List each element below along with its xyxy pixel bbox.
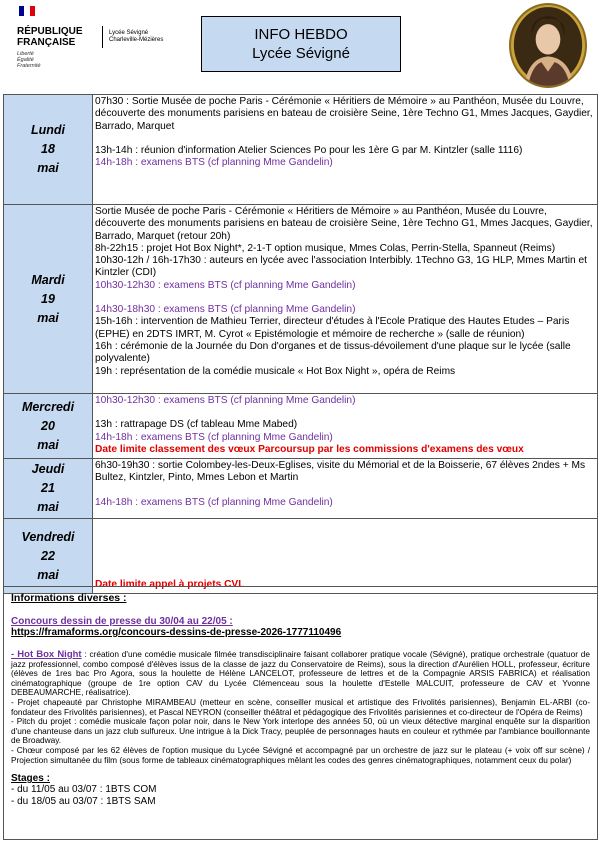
portrait-image [509,3,587,88]
lycee-line2: Charleville-Mézières [109,37,164,43]
event-line: 14h-18h : examens BTS (cf planning Mme Gandelin) [95,157,333,169]
republique-logo [17,6,187,86]
day-label [4,394,93,459]
day-month: mai [37,500,59,515]
day-name: Lundi [30,123,65,137]
motto-egalite: Égalité [17,57,34,63]
day-label [4,459,93,519]
day-num: 19 [41,291,55,306]
day-num: 18 [41,142,55,156]
schedule-table [3,94,598,594]
logo-divider [102,26,103,48]
day-events [93,459,598,519]
event-line: 6h30-19h30 : sortie Colombey-les-Deux-Eglises, visite du Mémorial et de la Boisserie, 67 élèves 2ndes + Ms Bultez, Kintzler, Pinto, Mmes Lebon et Martin [95,460,586,484]
day-events [93,205,598,394]
event-line: 10h30-12h / 16h-17h30 : auteurs en lycée avec l'association Interbibly. 1Techno G3, 1G HLP, Mmes Martin et Kintzler (CDI) [95,255,587,279]
event-line: Date limite appel à projets CVL [95,579,245,591]
event-line: 13h : rattrapage DS (cf tableau Mme Mabed) [95,419,298,431]
day-row-0 [4,95,598,205]
lycee-line1: Lycée Sévigné [109,30,149,36]
day-name: Vendredi [21,529,75,544]
event-line: Sortie Musée de poche Paris - Cérémonie « Héritiers de Mémoire » au Panthéon, Musée du Louvre, découverte des monuments parisiens en bateau de croisière Seine, 1ère Techno G1, Mmes Jacques, Gaydier, Barrado, Marquet (retour 20h) [95,206,593,242]
spacer [95,292,595,304]
day-name: Mercredi [21,399,75,414]
event-line: 14h-18h : examens BTS (cf planning Mme Gandelin) [95,496,333,508]
day-month: mai [37,437,59,452]
day-row-3 [4,459,598,519]
day-row-2 [4,394,598,459]
event-line: 13h-14h : réunion d'information Atelier Sciences Po pour les 1ère G par M. Kintzler (salle 1116) [95,144,523,156]
day-row-4 [4,519,598,594]
flag-icon [19,6,35,16]
hbn-line-1: - Projet chapeauté par Christophe MIRAMBEAU (metteur en scène, conseiller musical et artistique des Frivolités parisiennes), Benjamin EL-ARBI (co-fondateur des Frivolités parisiennes), et Pascal NEYRON (conseiller théâtral et pédagogique des Frivolités parisiennes et co-directeur de l'Opéra de Reims) [11,696,590,717]
info-heading: Informations diverses : [11,592,127,604]
hot-box-night-description [11,650,590,765]
day-month: mai [37,567,59,582]
event-line: 10h30-12h30 : examens BTS (cf planning Mme Gandelin) [95,395,356,406]
event-line: 07h30 : Sortie Musée de poche Paris - Cérémonie « Héritiers de Mémoire » au Panthéon, Musée du Louvre, découverte des monuments parisiens en bateau de croisière Seine, 1ère Techno G1, Mmes Jacques, Gaydier, Barrado, Marquet [95,96,593,132]
day-row-1 [4,205,598,394]
day-month: mai [37,161,59,175]
hbn-line-3: - Chœur composé par les 62 élèves de l'option musique du Lycée Sévigné et accompagné par un orchestre de jazz sur le plateau (+ voix off sur scène) / Projection simultanée du film (sous forme de tableaux cinématographiques mêlant les codes des genres cinématographiques, notamment ceux du polar) [11,744,590,765]
lycee-name [109,30,163,44]
event-line: 8h-22h15 : projet Hot Box Night*, 2-1-T option musique, Mmes Colas, Perrin-Stella, Spanneut (Reims) [95,242,556,254]
spacer [95,133,595,145]
portrait-icon [511,5,585,86]
event-line: 14h30-18h30 : examens BTS (cf planning Mme Gandelin) [95,304,356,316]
motto-fraternite: Fraternité [17,63,41,69]
day-events [93,95,598,205]
republique-francaise [17,26,83,48]
stages-title: Stages : [11,773,50,785]
day-name: Jeudi [31,462,65,477]
event-line: 10h30-12h30 : examens BTS (cf planning Mme Gandelin) [95,279,356,291]
day-label [4,95,93,205]
day-num: 20 [41,418,55,433]
day-label [4,519,93,594]
day-name: Mardi [31,272,65,287]
day-num: 22 [41,548,55,563]
day-label [4,205,93,394]
event-line: Date limite classement des vœux Parcoursup par les commissions d'examens des vœux [95,443,524,455]
hot-box-night-text: : création d'une comédie musicale filmée transdisciplinaire faisant collaborer pratique vocale (Sévigné), pratique orchestrale (quatuor de jazz professionnel, combo composé d'élèves issus de la classe de jazz du Conservatoire de Reims), sous la direction d'Aurélien HOLL, professeur, écriture (élèves de 1res bac Pro Agora, sous la houlette de Hélène LANCELOT, professeure de lettres et de la Compagnie ARSIS FABRICA) et réalisation cinématographique (groupe de 1re option CAV du Lycée Clémenceau sous la houlette d'Estelle MALCUIT, professeure de CAV et Yvonne DEBEAUMARCHE, réalisatrice). [11,649,590,698]
concours-title: Concours dessin de presse du 30/04 au 22/05 : [11,616,233,627]
spacer [95,485,595,497]
day-num: 21 [41,481,55,496]
spacer [95,407,595,419]
event-line: 15h-16h : intervention de Mathieu Terrier, directeur d'études à l'Ecole Pratique des Hautes Etudes – Paris (EPHE) en 2DTS IMRT, M. Cyrot « Epistémologie et mémoire de recherche » (salle de réunion) [95,316,570,340]
republique-line2: FRANÇAISE [17,37,76,48]
hbn-line-2: - Pitch du projet : comédie musicale façon polar noir, dans le New York interlope des années 50, où un vieux détective marginal enquête sur la disparition d'une chanteuse dans un jazz club sulfureux. Une intrigue à la Dick Tracy, peuplée de personnages hauts en couleur et rythmée par l'ambiance bouillonnante de Broadway. [11,716,590,746]
day-events [93,394,598,459]
stage-item: - du 11/05 au 03/07 : 1BTS COM [11,784,157,796]
info-box [3,586,598,840]
day-events [93,519,598,594]
concours-link[interactable]: https://framaforms.org/concours-dessins-de-presse-2026-1777110496 [11,627,342,638]
event-line: 19h : représentation de la comédie musicale « Hot Box Night », opéra de Reims [95,365,456,377]
page-subtitle: Lycée Sévigné [252,45,350,62]
title-box [201,16,401,72]
page-title: INFO HEBDO [254,26,348,43]
republique-line1: RÉPUBLIQUE [17,26,83,37]
motto [17,51,41,69]
day-month: mai [37,310,59,325]
event-line: 14h-18h : examens BTS (cf planning Mme Gandelin) [95,431,333,443]
hot-box-night-label: - Hot Box Night [11,649,82,660]
motto-liberte: Liberté [17,51,34,57]
stage-item: - du 18/05 au 03/07 : 1BTS SAM [11,796,156,808]
event-line: 16h : cérémonie de la Journée du Don d'organes et de tissus-dévoilement d'une plaque sur le lycée (salle polyvalente) [95,340,571,365]
